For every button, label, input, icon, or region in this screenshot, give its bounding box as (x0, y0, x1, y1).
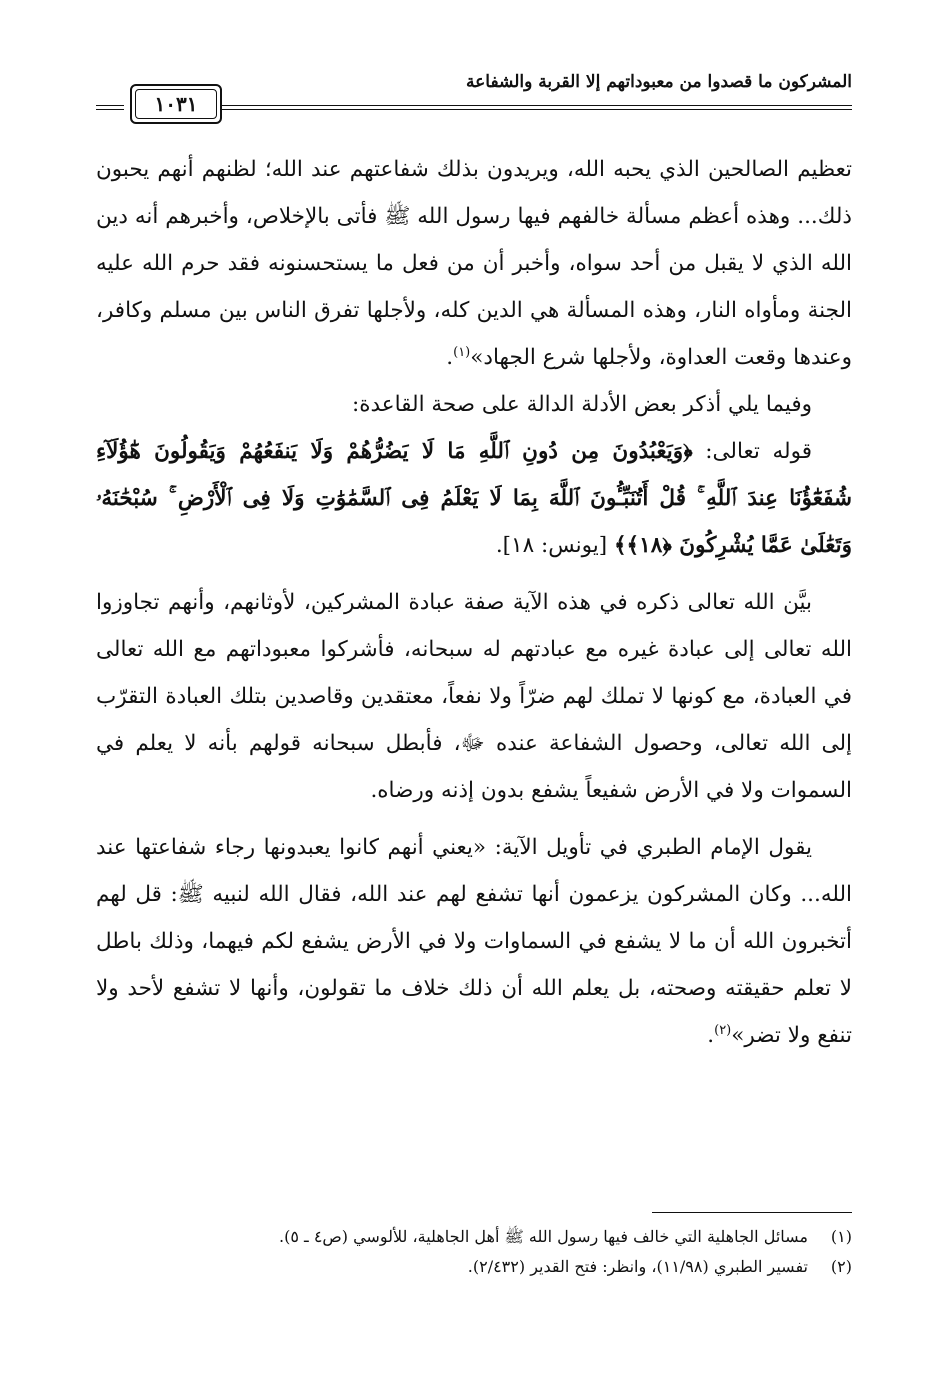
verse-reference: [يونس: ١٨]. (495, 533, 614, 558)
header-rule-left (96, 105, 124, 110)
footnote-ref-2: (٢) (714, 1022, 732, 1038)
running-title: المشركون ما قصدوا من معبوداتهم إلا القربة والشفاعة (466, 72, 852, 92)
header-rule (222, 105, 852, 110)
footnote-ref-1: (١) (453, 344, 471, 360)
page-number: ١٠٣١ (130, 84, 222, 124)
paragraph-1: تعظيم الصالحين الذي يحبه الله، ويريدون بذلك شفاعتهم عند الله؛ لظنهم أنهم يحبون ذلك... وهذه أعظم مسألة خالفهم فيها رسول الله ﷺ فأتى بالإخلاص، وأخبرهم أنه دين الله الذي لا يقبل من أحد سواه، وأخبر أن من فعل ما يستحسنونه فقد حرم الله عليه الجنة ومأواه النار، وهذه المسألة هي الدين كله، ولأجلها تفرق الناس بين مسلم وكافر، وعندها وقعت العداوة، ولأجلها شرع الجهاد»$^{(١)}$. (96, 157, 852, 370)
main-text (96, 146, 852, 1059)
paragraph-4: بيَّن الله تعالى ذكره في هذه الآية صفة عبادة المشركين، لأوثانهم، وأنهم تجاوزوا الله تعالى إلى عبادة غيره مع عبادتهم له سبحانه، فأشركوا معبوداتهم مع الله تعالى في العبادة، مع كونها لا تملك لهم ضرّاً ولا نفعاً، معتقدين وقاصدين بتلك العبادة التقرّب إلى الله تعالى، وحصول الشفاعة عنده ﷻ، فأبطل سبحانه قولهم بأنه لا يعلم في السموات ولا في الأرض شفيعاً يشفع بدون إذنه ورضاه. (96, 590, 852, 803)
page-header (96, 66, 852, 128)
paragraph-2: وفيما يلي أذكر بعض الأدلة الدالة على صحة القاعدة: (351, 392, 812, 417)
footnotes (96, 1222, 852, 1282)
quran-verse: ﴿وَيَعْبُدُونَ مِن دُونِ ٱللَّهِ مَا لَا يَضُرُّهُمْ وَلَا يَنفَعُهُمْ وَيَقُولُونَ هَٰٓؤُلَآءِ شُفَعَٰٓؤُنَا عِندَ ٱللَّهِ ۚ قُلْ أَتُنَبِّـُٔونَ ٱللَّهَ بِمَا لَا يَعْلَمُ فِى ٱلسَّمَٰوَٰتِ وَلَا فِى ٱلْأَرْضِ ۚ سُبْحَٰنَهُۥ وَتَعَٰلَىٰ عَمَّا يُشْرِكُونَ ﴿١٨﴾﴾ (96, 439, 852, 558)
paragraph-5: يقول الإمام الطبري في تأويل الآية: «يعني أنهم كانوا يعبدونها رجاء شفاعتها عند الله... وكان المشركون يزعمون أنها تشفع لهم عند الله، فقال الله لنبيه ﷺ: قل لهم أتخبرون الله أن ما لا يشفع في السماوات ولا في الأرض يشفع لكم فيهما، وذلك باطل لا تعلم حقيقته وصحته، بل يعلم الله أن ذلك خلاف ما تقولون، وأنها لا تشفع لأحد ولا تنفع ولا تضر»$^{(٢)}$. (96, 835, 852, 1048)
footnote-1: (١)مسائل الجاهلية التي خالف فيها رسول الله ﷺ أهل الجاهلية، للألوسي (ص٤ ـ ٥). (279, 1227, 852, 1246)
footnote-2: (٢)تفسير الطبري (١١/٩٨)، وانظر: فتح القدير (٢/٤٣٢). (467, 1257, 852, 1276)
paragraph-3: قوله تعالى: ﴿وَيَعْبُدُونَ مِن دُونِ ٱللَّهِ مَا لَا يَضُرُّهُمْ وَلَا يَنفَعُهُمْ وَيَقُولُونَ هَٰٓؤُلَآءِ شُفَعَٰٓؤُنَا عِندَ ٱللَّهِ ۚ قُلْ أَتُنَبِّـُٔونَ ٱللَّهَ بِمَا لَا يَعْلَمُ فِى ٱلسَّمَٰوَٰتِ وَلَا فِى ٱلْأَرْضِ ۚ سُبْحَٰنَهُۥ وَتَعَٰلَىٰ عَمَّا يُشْرِكُونَ ﴿١٨﴾﴾ [يونس: ١٨]. (96, 439, 852, 558)
footnote-separator (652, 1212, 852, 1213)
